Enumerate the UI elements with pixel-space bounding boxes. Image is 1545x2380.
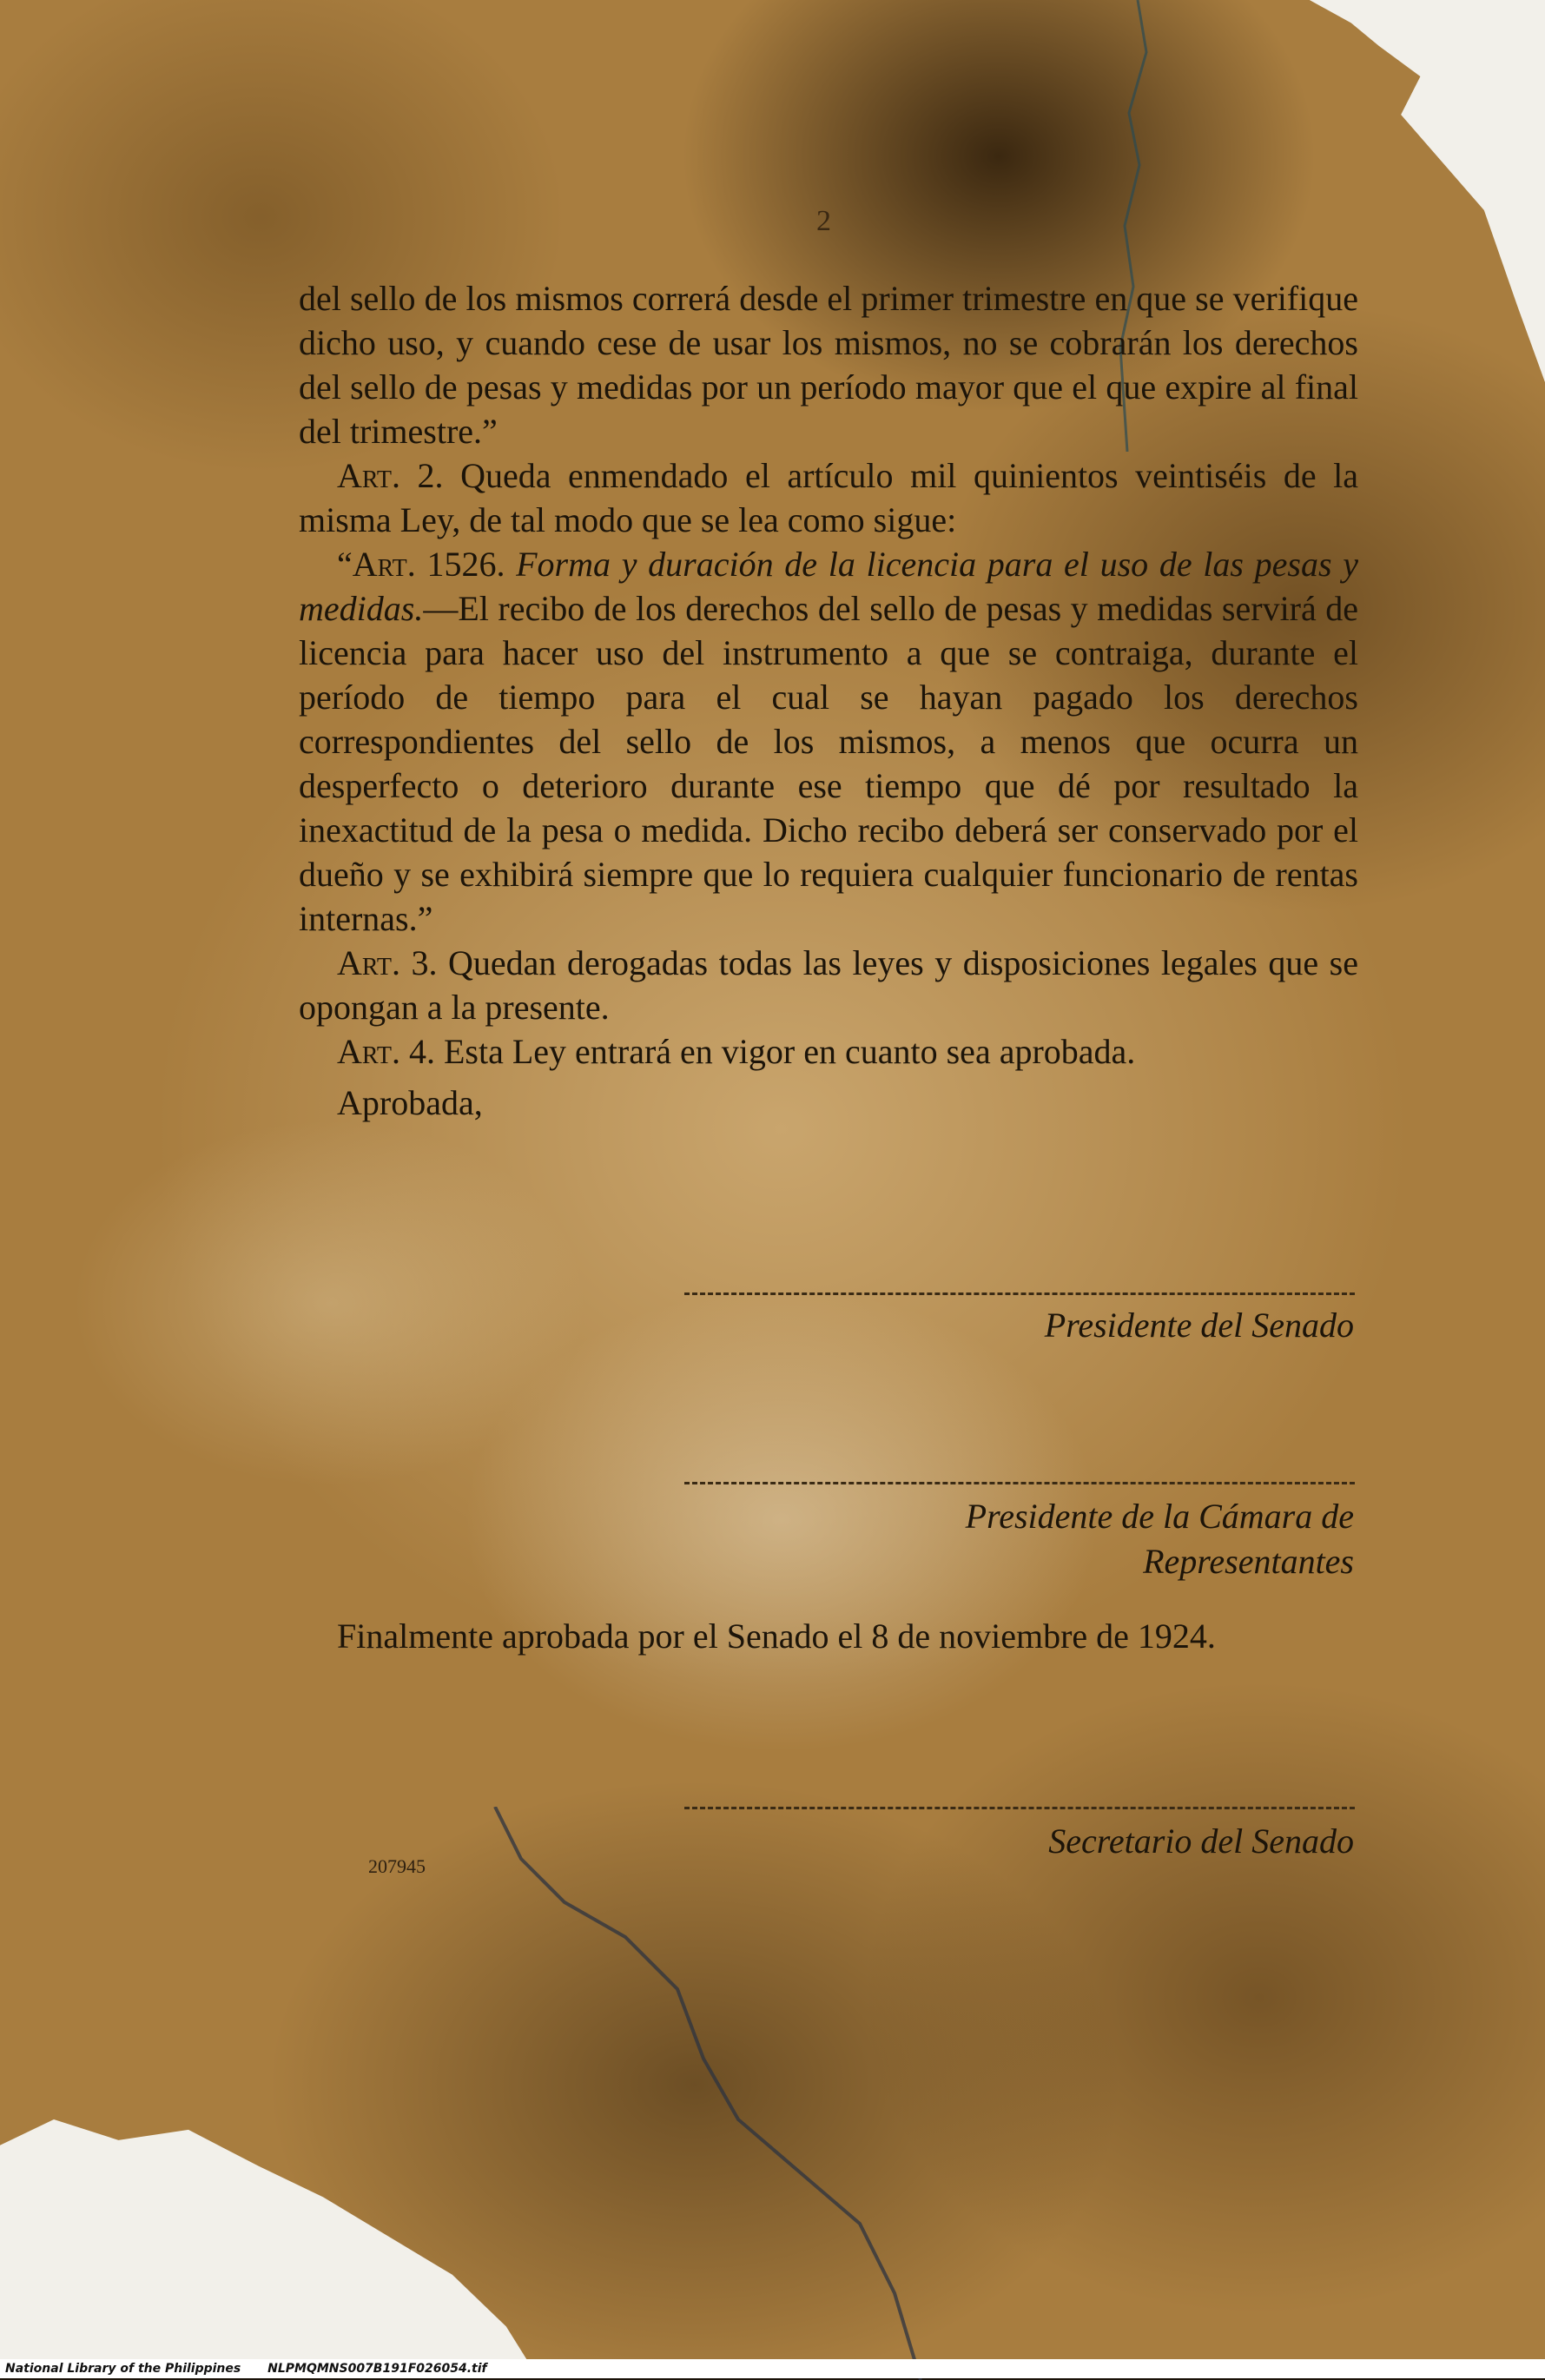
- paper-crack-bottom: [486, 1807, 1007, 2380]
- article-label: Art: [337, 456, 392, 495]
- signature-senate-secretary: Secretario del Senado: [1048, 1821, 1354, 1861]
- final-approval-text: Finalmente aprobada por el Senado el 8 de noviembre de 1924.: [337, 1616, 1216, 1656]
- page-number: 2: [816, 205, 831, 237]
- article-1526-title: Forma y duración de la licencia para el uso de las pesas y medidas.: [299, 545, 1358, 628]
- open-quote: “: [337, 545, 353, 584]
- footer-file-id: NLPMQMNS007B191F026054.tif: [267, 2362, 487, 2376]
- signature-line-senate-secretary: [684, 1807, 1355, 1809]
- article-4-text: . 4. Esta Ley entrará en vigor en cuanto sea aprobada.: [391, 1032, 1136, 1071]
- stamp-number: 207945: [368, 1855, 426, 1877]
- footer-library-name: National Library of the Philippines: [5, 2362, 241, 2376]
- paragraph-continuation: del sello de los mismos correrá desde el primer trimestre en que se verifique dicho uso, y cuando cese de usar los mismos, no se cobrarán los derechos del sello de pesas y medidas por un período mayor que el que expire al final del trimestre.”: [299, 279, 1358, 451]
- document-body: [299, 276, 1358, 1125]
- signature-line-house-president: [684, 1482, 1355, 1484]
- paragraph-article-2: [299, 453, 1358, 542]
- signature-senate-president: Presidente del Senado: [1044, 1306, 1354, 1345]
- paragraph-article-1526: [299, 542, 1358, 941]
- signature-house-president-line2: Representantes: [1143, 1542, 1354, 1581]
- torn-corner-bottom-left: [0, 2119, 538, 2378]
- article-2-text: . 2. Queda enmendado el artículo mil quinientos veintiséis de la misma Ley, de tal modo que se lea como sigue:: [299, 456, 1358, 539]
- signature-house-president-line1: Presidente de la Cámara de: [965, 1497, 1354, 1536]
- article-label: Art: [337, 1032, 392, 1071]
- paragraph-article-4: [299, 1029, 1358, 1074]
- article-label: Art: [337, 943, 392, 982]
- signature-house-president: [966, 1494, 1354, 1584]
- article-1526-text: —El recibo de los derechos del sello de pesas y medidas servirá de licencia para hacer uso del instrumento a que se contraiga, durante el período de tiempo para el cual se hayan pagado los derechos correspondientes del sello de los mismos, a menos que ocurra un desperfecto o deterioro durante ese tiempo que dé por resultado la inexactitud de la pesa o medida. Dicho recibo deberá ser conservado por el dueño y se exhibirá siempre que lo requiera cualquier funcionario de rentas internas.”: [299, 589, 1358, 938]
- article-1526-number: . 1526.: [406, 545, 517, 584]
- paragraph-article-3: [299, 941, 1358, 1029]
- signature-line-senate-president: [684, 1292, 1355, 1295]
- approved-label: Aprobada,: [337, 1083, 483, 1122]
- article-3-text: . 3. Quedan derogadas todas las leyes y disposiciones legales que se opongan a la presente.: [299, 943, 1358, 1027]
- article-label: Art: [352, 545, 407, 584]
- scan-footer: [0, 2359, 1545, 2378]
- final-approval-block: [299, 1614, 1358, 1658]
